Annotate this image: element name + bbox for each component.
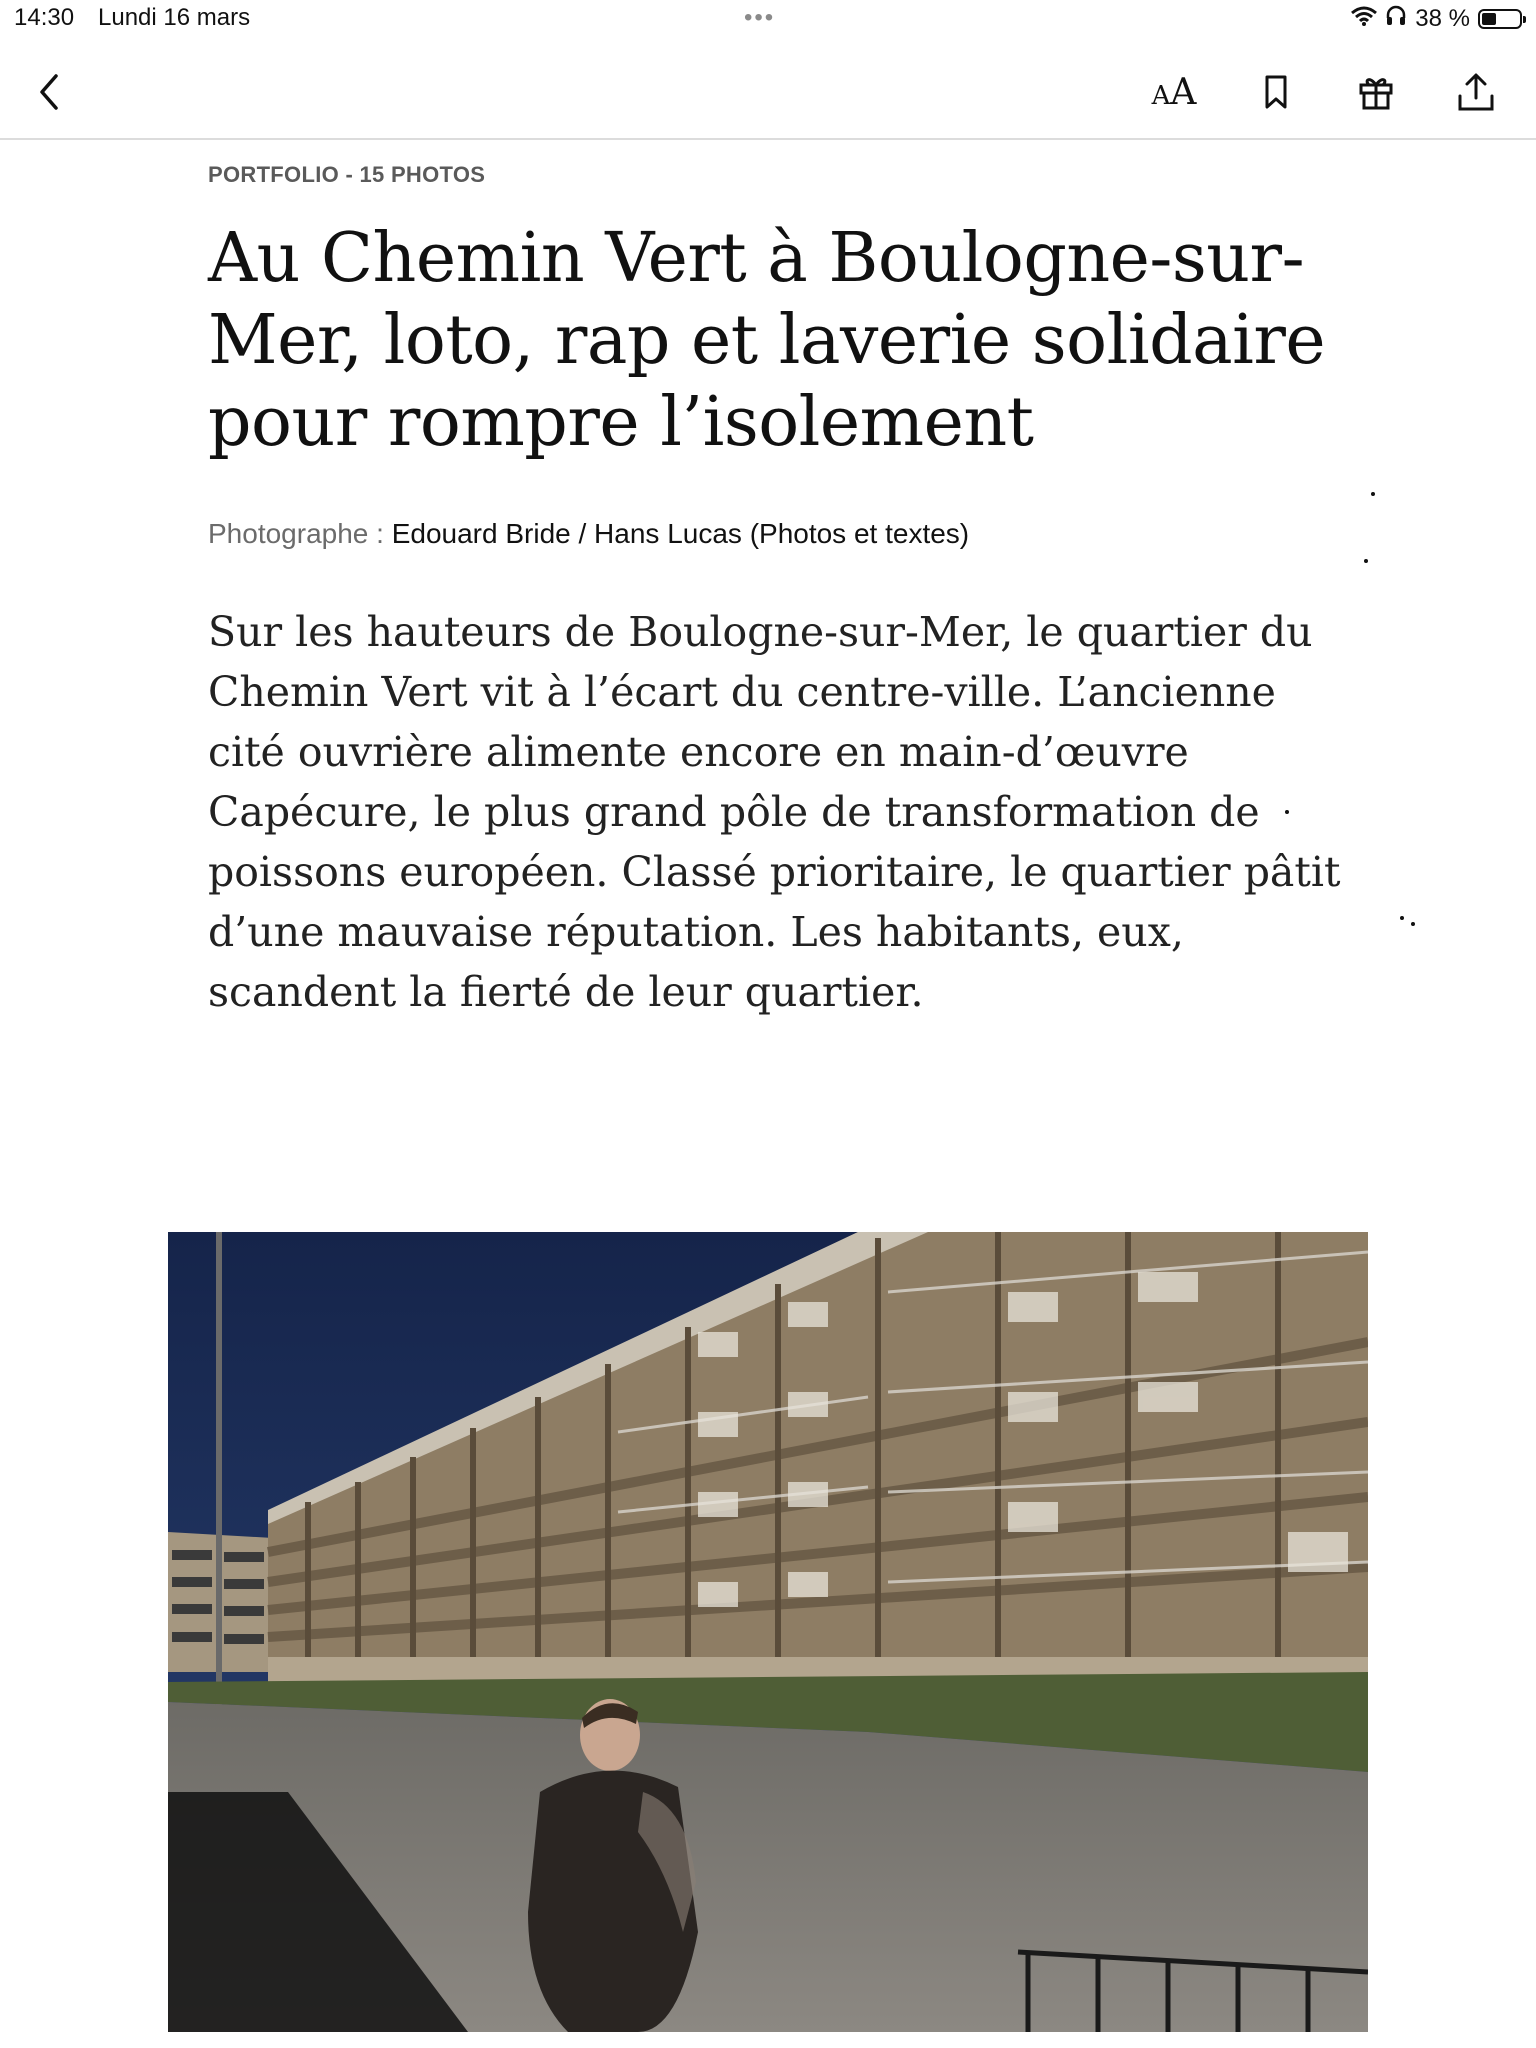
- battery-level: [1482, 13, 1496, 25]
- status-indicators: [1351, 4, 1522, 33]
- article-toolbar: [0, 44, 1536, 140]
- screen-speck: [1364, 559, 1368, 563]
- back-button[interactable]: [24, 66, 76, 118]
- byline-label: Photographe :: [208, 518, 392, 549]
- screen-speck: [1411, 922, 1415, 926]
- chevron-left-icon: [36, 72, 64, 112]
- text-size-small: A: [1151, 80, 1171, 111]
- status-time: 14:30: [14, 4, 75, 31]
- status-bar: [0, 0, 1536, 40]
- article-byline: [208, 518, 969, 550]
- share-button[interactable]: [1450, 66, 1502, 118]
- article-title: Au Chemin Vert à Boulogne-sur-Mer, loto, rap et laverie solidaire pour rompre l’isolement: [208, 219, 1326, 462]
- status-date: Lundi 16 mars: [98, 4, 251, 31]
- article-kicker: PORTFOLIO - 15 PHOTOS: [208, 162, 486, 187]
- gift-icon: [1358, 74, 1394, 110]
- bookmark-icon: [1262, 74, 1290, 110]
- text-size-button[interactable]: [1148, 66, 1200, 118]
- byline-author: Edouard Bride / Hans Lucas (Photos et textes): [391, 518, 970, 549]
- battery-icon: [1478, 9, 1522, 29]
- bookmark-button[interactable]: [1250, 66, 1302, 118]
- gift-button[interactable]: [1350, 66, 1402, 118]
- photo-housing-block: [168, 1232, 1368, 2032]
- screen-speck: [1285, 810, 1289, 814]
- screen-speck: [1371, 492, 1375, 496]
- headphones-icon: [1385, 4, 1407, 33]
- article-photo[interactable]: [168, 1232, 1368, 2032]
- battery-percentage: 38 %: [1415, 4, 1470, 32]
- share-icon: [1457, 72, 1495, 112]
- article-standfirst: Sur les hauteurs de Boulogne-sur-Mer, le quartier du Chemin Vert vit à l’écart du centre-ville. L’ancienne cité ouvrière alimente encore en main-d’œuvre Capécure, le plus grand pôle de transformation de poissons européen. Classé prioritaire, le quartier pâtit d’une mauvaise réputation. Les habitants, eux, scandent la fierté de leur quartier.: [208, 608, 1341, 1016]
- multitasking-dots[interactable]: •••: [744, 4, 776, 31]
- wifi-icon: [1351, 5, 1377, 33]
- screen-speck: [1400, 916, 1404, 920]
- text-size-big: A: [1170, 71, 1197, 113]
- text-size-icon: [1152, 72, 1197, 113]
